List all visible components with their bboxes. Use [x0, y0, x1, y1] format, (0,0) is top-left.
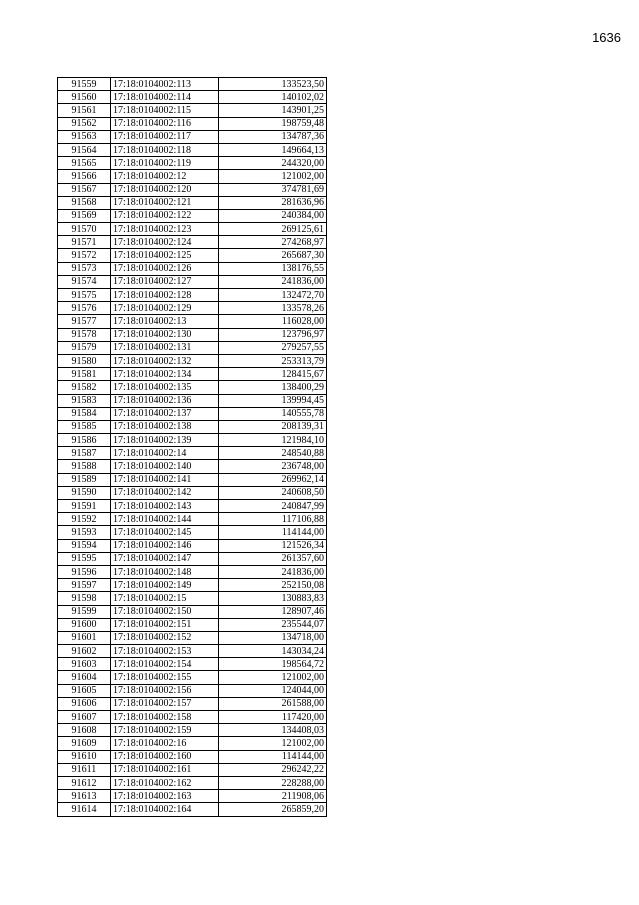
table-row	[58, 170, 327, 183]
table-row	[58, 143, 327, 156]
cadastral-value-cell: 261588,00	[219, 697, 327, 710]
cadastral-value-cell: 140102,02	[219, 91, 327, 104]
cadastral-value-cell: 121002,00	[219, 671, 327, 684]
table-row	[58, 803, 327, 816]
cadastral-value-cell: 261357,60	[219, 552, 327, 565]
cadastral-number-cell: 17:18:0104002:146	[111, 539, 219, 552]
row-number-cell: 91608	[58, 724, 111, 737]
cadastral-number-cell: 17:18:0104002:115	[111, 104, 219, 117]
row-number-cell: 91578	[58, 328, 111, 341]
cadastral-value-cell: 241836,00	[219, 275, 327, 288]
cadastral-number-cell: 17:18:0104002:136	[111, 394, 219, 407]
row-number-cell: 91600	[58, 618, 111, 631]
cadastral-value-cell: 134787,36	[219, 130, 327, 143]
cadastral-value-cell: 265859,20	[219, 803, 327, 816]
table-row	[58, 631, 327, 644]
cadastral-number-cell: 17:18:0104002:129	[111, 302, 219, 315]
cadastral-value-cell: 241836,00	[219, 565, 327, 578]
cadastral-value-cell: 374781,69	[219, 183, 327, 196]
cadastral-value-cell: 134408,03	[219, 724, 327, 737]
row-number-cell: 91613	[58, 790, 111, 803]
cadastral-value-cell: 123796,97	[219, 328, 327, 341]
cadastral-number-cell: 17:18:0104002:132	[111, 354, 219, 367]
table-row	[58, 711, 327, 724]
row-number-cell: 91563	[58, 130, 111, 143]
table-row	[58, 183, 327, 196]
table-row	[58, 262, 327, 275]
row-number-cell: 91603	[58, 658, 111, 671]
table-row	[58, 420, 327, 433]
table-row	[58, 684, 327, 697]
cadastral-number-cell: 17:18:0104002:152	[111, 631, 219, 644]
row-number-cell: 91584	[58, 407, 111, 420]
cadastral-value-cell: 117106,88	[219, 513, 327, 526]
cadastral-value-cell: 281636,96	[219, 196, 327, 209]
table-body	[58, 78, 327, 817]
cadastral-number-cell: 17:18:0104002:148	[111, 565, 219, 578]
table-row	[58, 658, 327, 671]
row-number-cell: 91583	[58, 394, 111, 407]
row-number-cell: 91576	[58, 302, 111, 315]
cadastral-number-cell: 17:18:0104002:137	[111, 407, 219, 420]
cadastral-value-cell: 121526,34	[219, 539, 327, 552]
table-row	[58, 513, 327, 526]
row-number-cell: 91572	[58, 249, 111, 262]
table-row	[58, 447, 327, 460]
row-number-cell: 91611	[58, 763, 111, 776]
cadastral-number-cell: 17:18:0104002:156	[111, 684, 219, 697]
table-row	[58, 157, 327, 170]
row-number-cell: 91591	[58, 500, 111, 513]
row-number-cell: 91597	[58, 579, 111, 592]
row-number-cell: 91565	[58, 157, 111, 170]
row-number-cell: 91596	[58, 565, 111, 578]
cadastral-number-cell: 17:18:0104002:114	[111, 91, 219, 104]
cadastral-value-cell: 198759,48	[219, 117, 327, 130]
cadastral-number-cell: 17:18:0104002:154	[111, 658, 219, 671]
cadastral-number-cell: 17:18:0104002:139	[111, 434, 219, 447]
row-number-cell: 91566	[58, 170, 111, 183]
cadastral-number-cell: 17:18:0104002:157	[111, 697, 219, 710]
table-row	[58, 618, 327, 631]
cadastral-value-cell: 121002,00	[219, 737, 327, 750]
row-number-cell: 91579	[58, 341, 111, 354]
cadastral-value-cell: 132472,70	[219, 289, 327, 302]
table-row	[58, 763, 327, 776]
table-row	[58, 605, 327, 618]
row-number-cell: 91592	[58, 513, 111, 526]
table-row	[58, 394, 327, 407]
cadastral-value-cell: 133578,26	[219, 302, 327, 315]
cadastral-number-cell: 17:18:0104002:164	[111, 803, 219, 816]
table-row	[58, 565, 327, 578]
cadastral-value-cell: 269962,14	[219, 473, 327, 486]
cadastral-value-cell: 121002,00	[219, 170, 327, 183]
page-number: 1636	[592, 30, 621, 45]
table-row	[58, 552, 327, 565]
cadastral-number-cell: 17:18:0104002:161	[111, 763, 219, 776]
table-row	[58, 223, 327, 236]
cadastral-value-cell: 143034,24	[219, 645, 327, 658]
cadastral-value-cell: 296242,22	[219, 763, 327, 776]
cadastral-value-cell: 128415,67	[219, 368, 327, 381]
cadastral-number-cell: 17:18:0104002:147	[111, 552, 219, 565]
cadastral-value-cell: 139994,45	[219, 394, 327, 407]
row-number-cell: 91571	[58, 236, 111, 249]
cadastral-number-cell: 17:18:0104002:120	[111, 183, 219, 196]
row-number-cell: 91604	[58, 671, 111, 684]
cadastral-number-cell: 17:18:0104002:149	[111, 579, 219, 592]
cadastral-number-cell: 17:18:0104002:163	[111, 790, 219, 803]
cadastral-value-table	[57, 77, 327, 817]
cadastral-value-cell: 149664,13	[219, 143, 327, 156]
row-number-cell: 91580	[58, 354, 111, 367]
cadastral-value-cell: 140555,78	[219, 407, 327, 420]
cadastral-number-cell: 17:18:0104002:158	[111, 711, 219, 724]
cadastral-number-cell: 17:18:0104002:12	[111, 170, 219, 183]
table-row	[58, 328, 327, 341]
row-number-cell: 91562	[58, 117, 111, 130]
cadastral-value-cell: 138176,55	[219, 262, 327, 275]
row-number-cell: 91599	[58, 605, 111, 618]
cadastral-number-cell: 17:18:0104002:135	[111, 381, 219, 394]
row-number-cell: 91602	[58, 645, 111, 658]
cadastral-number-cell: 17:18:0104002:134	[111, 368, 219, 381]
cadastral-number-cell: 17:18:0104002:142	[111, 486, 219, 499]
table-row	[58, 407, 327, 420]
cadastral-value-cell: 116028,00	[219, 315, 327, 328]
cadastral-number-cell: 17:18:0104002:160	[111, 750, 219, 763]
cadastral-number-cell: 17:18:0104002:16	[111, 737, 219, 750]
row-number-cell: 91610	[58, 750, 111, 763]
cadastral-value-cell: 240847,99	[219, 500, 327, 513]
cadastral-value-cell: 114144,00	[219, 750, 327, 763]
cadastral-value-cell: 252150,08	[219, 579, 327, 592]
cadastral-number-cell: 17:18:0104002:131	[111, 341, 219, 354]
cadastral-value-cell: 208139,31	[219, 420, 327, 433]
table-row	[58, 196, 327, 209]
row-number-cell: 91564	[58, 143, 111, 156]
row-number-cell: 91575	[58, 289, 111, 302]
cadastral-value-cell: 198564,72	[219, 658, 327, 671]
cadastral-number-cell: 17:18:0104002:153	[111, 645, 219, 658]
cadastral-value-cell: 130883,83	[219, 592, 327, 605]
table-row	[58, 104, 327, 117]
cadastral-value-cell: 138400,29	[219, 381, 327, 394]
cadastral-value-cell: 244320,00	[219, 157, 327, 170]
cadastral-value-cell: 248540,88	[219, 447, 327, 460]
row-number-cell: 91582	[58, 381, 111, 394]
cadastral-number-cell: 17:18:0104002:116	[111, 117, 219, 130]
row-number-cell: 91573	[58, 262, 111, 275]
cadastral-value-cell: 133523,50	[219, 78, 327, 91]
row-number-cell: 91586	[58, 434, 111, 447]
cadastral-number-cell: 17:18:0104002:123	[111, 223, 219, 236]
table-row	[58, 697, 327, 710]
row-number-cell: 91607	[58, 711, 111, 724]
cadastral-value-cell: 124044,00	[219, 684, 327, 697]
cadastral-value-cell: 253313,79	[219, 354, 327, 367]
row-number-cell: 91594	[58, 539, 111, 552]
table-row	[58, 500, 327, 513]
row-number-cell: 91561	[58, 104, 111, 117]
cadastral-value-cell: 279257,55	[219, 341, 327, 354]
cadastral-number-cell: 17:18:0104002:121	[111, 196, 219, 209]
row-number-cell: 91587	[58, 447, 111, 460]
cadastral-number-cell: 17:18:0104002:113	[111, 78, 219, 91]
table-row	[58, 117, 327, 130]
table-row	[58, 486, 327, 499]
row-number-cell: 91581	[58, 368, 111, 381]
row-number-cell: 91601	[58, 631, 111, 644]
table-row	[58, 368, 327, 381]
table-row	[58, 776, 327, 789]
cadastral-value-cell: 121984,10	[219, 434, 327, 447]
table-row	[58, 381, 327, 394]
cadastral-number-cell: 17:18:0104002:155	[111, 671, 219, 684]
cadastral-value-cell: 269125,61	[219, 223, 327, 236]
cadastral-number-cell: 17:18:0104002:151	[111, 618, 219, 631]
cadastral-number-cell: 17:18:0104002:14	[111, 447, 219, 460]
row-number-cell: 91568	[58, 196, 111, 209]
table-row	[58, 91, 327, 104]
cadastral-number-cell: 17:18:0104002:141	[111, 473, 219, 486]
cadastral-value-cell: 240608,50	[219, 486, 327, 499]
cadastral-number-cell: 17:18:0104002:145	[111, 526, 219, 539]
cadastral-number-cell: 17:18:0104002:15	[111, 592, 219, 605]
row-number-cell: 91559	[58, 78, 111, 91]
row-number-cell: 91574	[58, 275, 111, 288]
cadastral-value-cell: 236748,00	[219, 460, 327, 473]
table-row	[58, 526, 327, 539]
cadastral-value-cell: 274268,97	[219, 236, 327, 249]
row-number-cell: 91567	[58, 183, 111, 196]
cadastral-value-cell: 143901,25	[219, 104, 327, 117]
cadastral-number-cell: 17:18:0104002:140	[111, 460, 219, 473]
cadastral-number-cell: 17:18:0104002:125	[111, 249, 219, 262]
table-row	[58, 434, 327, 447]
table-row	[58, 354, 327, 367]
cadastral-number-cell: 17:18:0104002:159	[111, 724, 219, 737]
cadastral-number-cell: 17:18:0104002:118	[111, 143, 219, 156]
row-number-cell: 91570	[58, 223, 111, 236]
cadastral-number-cell: 17:18:0104002:117	[111, 130, 219, 143]
cadastral-value-cell: 265687,30	[219, 249, 327, 262]
row-number-cell: 91612	[58, 776, 111, 789]
table-row	[58, 645, 327, 658]
row-number-cell: 91593	[58, 526, 111, 539]
cadastral-number-cell: 17:18:0104002:138	[111, 420, 219, 433]
cadastral-number-cell: 17:18:0104002:119	[111, 157, 219, 170]
table-row	[58, 460, 327, 473]
table-row	[58, 671, 327, 684]
row-number-cell: 91589	[58, 473, 111, 486]
cadastral-number-cell: 17:18:0104002:126	[111, 262, 219, 275]
table-row	[58, 130, 327, 143]
table-row	[58, 289, 327, 302]
cadastral-number-cell: 17:18:0104002:127	[111, 275, 219, 288]
cadastral-number-cell: 17:18:0104002:130	[111, 328, 219, 341]
table-row	[58, 302, 327, 315]
cadastral-value-cell: 117420,00	[219, 711, 327, 724]
table-row	[58, 275, 327, 288]
cadastral-value-cell: 211908,06	[219, 790, 327, 803]
table-row	[58, 750, 327, 763]
row-number-cell: 91614	[58, 803, 111, 816]
table-row	[58, 737, 327, 750]
row-number-cell: 91609	[58, 737, 111, 750]
cadastral-number-cell: 17:18:0104002:144	[111, 513, 219, 526]
table-row	[58, 341, 327, 354]
row-number-cell: 91598	[58, 592, 111, 605]
row-number-cell: 91569	[58, 209, 111, 222]
row-number-cell: 91590	[58, 486, 111, 499]
cadastral-number-cell: 17:18:0104002:162	[111, 776, 219, 789]
row-number-cell: 91606	[58, 697, 111, 710]
cadastral-value-cell: 228288,00	[219, 776, 327, 789]
cadastral-value-cell: 128907,46	[219, 605, 327, 618]
table-row	[58, 579, 327, 592]
cadastral-number-cell: 17:18:0104002:124	[111, 236, 219, 249]
cadastral-number-cell: 17:18:0104002:13	[111, 315, 219, 328]
table-row	[58, 236, 327, 249]
table-row	[58, 790, 327, 803]
table-row	[58, 724, 327, 737]
cadastral-number-cell: 17:18:0104002:122	[111, 209, 219, 222]
cadastral-value-cell: 114144,00	[219, 526, 327, 539]
row-number-cell: 91588	[58, 460, 111, 473]
cadastral-value-cell: 240384,00	[219, 209, 327, 222]
table-row	[58, 209, 327, 222]
table-row	[58, 592, 327, 605]
cadastral-value-cell: 235544,07	[219, 618, 327, 631]
table-row	[58, 473, 327, 486]
table-row	[58, 78, 327, 91]
row-number-cell: 91560	[58, 91, 111, 104]
row-number-cell: 91595	[58, 552, 111, 565]
row-number-cell: 91605	[58, 684, 111, 697]
cadastral-number-cell: 17:18:0104002:128	[111, 289, 219, 302]
cadastral-number-cell: 17:18:0104002:143	[111, 500, 219, 513]
table-row	[58, 539, 327, 552]
row-number-cell: 91577	[58, 315, 111, 328]
row-number-cell: 91585	[58, 420, 111, 433]
cadastral-value-cell: 134718,00	[219, 631, 327, 644]
table-row	[58, 249, 327, 262]
table-row	[58, 315, 327, 328]
cadastral-number-cell: 17:18:0104002:150	[111, 605, 219, 618]
